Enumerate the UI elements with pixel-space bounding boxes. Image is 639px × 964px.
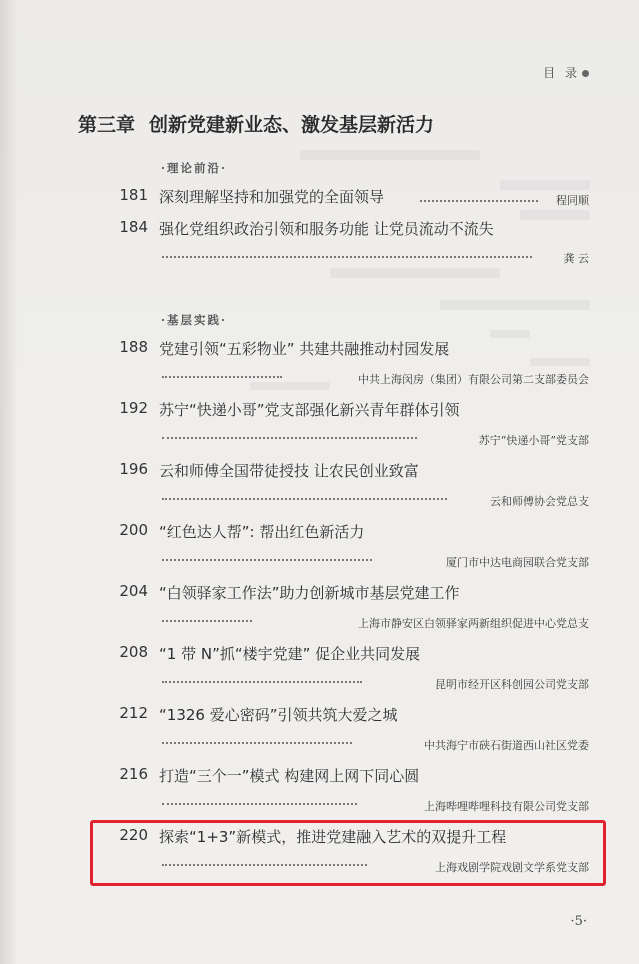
entry-title: 打造“三个一”模式 构建网上网下同心圆	[159, 767, 420, 785]
chapter-title: 创新党建新业态、激发基层新活力	[149, 114, 435, 136]
entry-title: “白领驿家工作法”助力创新城市基层党建工作	[159, 584, 460, 602]
entry-title: 云和师傅全国带徒授技 让农民创业致富	[159, 462, 419, 480]
entry-author: 中共海宁市硖石街道西山社区党委	[424, 739, 589, 752]
bleed-through-mark	[530, 358, 590, 366]
bleed-through-mark	[250, 382, 330, 390]
entry-page-number: 184	[119, 218, 148, 236]
entry-page-number: 204	[119, 582, 148, 600]
dot-leader	[162, 496, 447, 500]
entry-title: 强化党组织政治引领和服务功能 让党员流动不流失	[159, 220, 494, 238]
dot-leader	[162, 618, 252, 622]
entry-author: 上海戏剧学院戏剧文学系党支部	[435, 861, 589, 874]
entry-title: “红色达人帮”: 帮出红色新活力	[159, 523, 365, 541]
bleed-through-mark	[330, 268, 500, 278]
entry-title: 深刻理解坚持和加强党的全面领导	[159, 188, 385, 206]
section-label: ·基层实践·	[161, 313, 228, 327]
entry-page-number: 188	[119, 338, 148, 356]
dot-leader	[162, 374, 282, 378]
entry-page-number: 216	[119, 765, 148, 783]
bleed-through-mark	[440, 300, 590, 310]
entry-author: 厦门市中达电商园联合党支部	[446, 556, 589, 569]
header-bleed-mark	[462, 53, 554, 63]
entry-title: 苏宁“快递小哥”党支部强化新兴青年群体引领	[159, 401, 460, 419]
entry-author: 程同顺	[556, 194, 589, 207]
entry-page-number: 196	[119, 460, 148, 478]
chapter-heading	[78, 110, 434, 137]
dot-leader	[162, 740, 352, 744]
bleed-through-mark	[490, 330, 530, 338]
running-header-label: 目 录	[543, 66, 580, 80]
entry-author: 苏宁“快递小哥”党支部	[478, 434, 589, 447]
page-number: ·5·	[570, 914, 587, 929]
dot-leader	[162, 679, 362, 683]
entry-page-number: 181	[119, 186, 148, 204]
entry-author: 昆明市经开区科创园公司党支部	[435, 678, 589, 691]
dot-leader	[162, 801, 357, 805]
chapter-number: 第三章	[78, 114, 136, 136]
bleed-through-mark	[520, 210, 590, 220]
entry-author: 云和师傅协会党总支	[490, 495, 589, 508]
entry-author: 上海市静安区白领驿家两新组织促进中心党总支	[358, 617, 589, 630]
dot-leader	[420, 198, 538, 202]
entry-page-number: 200	[119, 521, 148, 539]
entry-title: 探索“1+3”新模式，推进党建融入艺术的双提升工程	[159, 828, 507, 846]
entry-title: 党建引领“五彩物业” 共建共融推动村园发展	[159, 340, 450, 358]
entry-page-number: 220	[119, 826, 148, 844]
highlight-box	[90, 820, 606, 886]
running-header	[543, 64, 589, 81]
entry-author: 上海哔哩哔哩科技有限公司党支部	[424, 800, 589, 813]
bleed-through-mark	[300, 150, 480, 160]
entry-page-number: 192	[119, 399, 148, 417]
dot-leader	[162, 557, 372, 561]
bullet-dot-icon	[582, 70, 589, 77]
dot-leader	[162, 254, 532, 258]
page-gutter-shadow	[0, 0, 18, 964]
entry-page-number: 208	[119, 643, 148, 661]
dot-leader	[162, 435, 417, 439]
section-label: ·理论前沿·	[161, 161, 228, 175]
entry-author: 中共上海闵房（集团）有限公司第二支部委员会	[358, 373, 589, 386]
entry-author: 龚 云	[563, 252, 589, 265]
entry-page-number: 212	[119, 704, 148, 722]
entry-title: “1326 爱心密码”引领共筑大爱之城	[159, 706, 398, 724]
entry-title: “1 带 N”抓“楼宇党建” 促企业共同发展	[159, 645, 421, 663]
bleed-through-mark	[500, 180, 590, 190]
